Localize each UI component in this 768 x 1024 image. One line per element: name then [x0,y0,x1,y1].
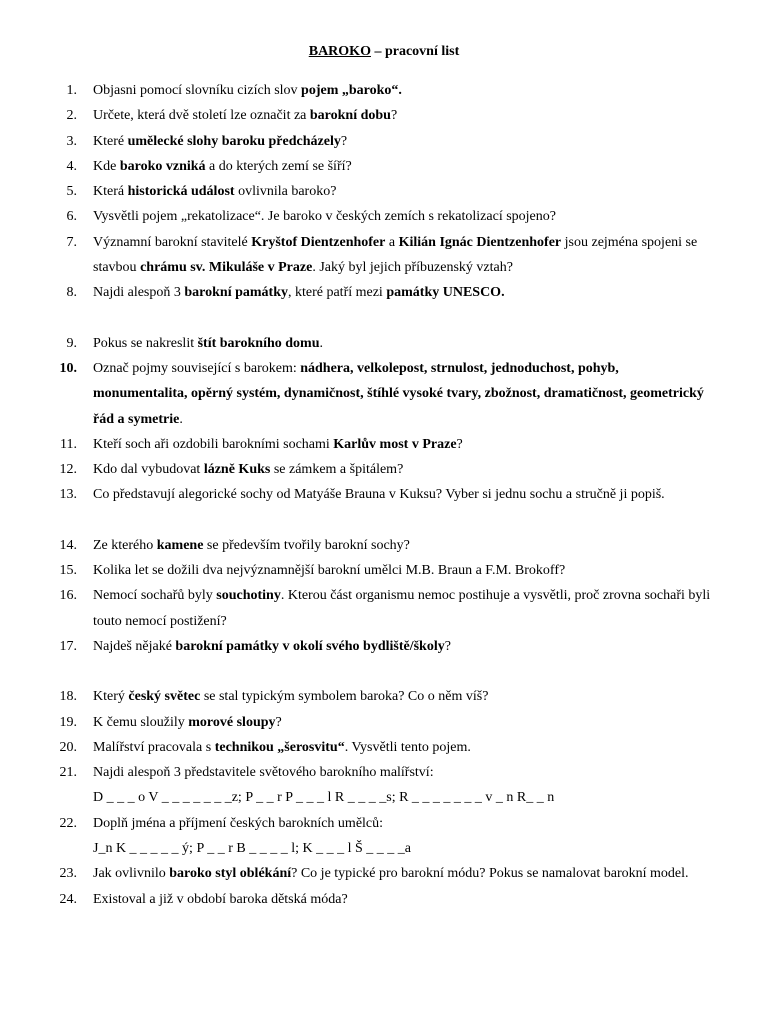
question-number: 1. [66,83,77,98]
bold-term: souchotiny [216,588,281,604]
question-text [93,639,451,654]
question-text [93,740,471,755]
question-text [93,866,688,881]
text-run: se stal typickým symbolem baroka? Co o něm víš? [200,689,489,705]
text-run: a do kterých zemí se šíří? [205,158,352,174]
text-run: . Kterou část organismu nemoc postihuje a vysvětli, proč zrovna sochaři byli touto nemocí postižení? [93,588,711,629]
text-run: Objasni pomocí slovníku cizích slov [93,83,302,98]
question-number: 23. [59,866,77,882]
text-run: Kde [93,158,120,174]
question-number: 16. [59,588,77,604]
text-run: Jak ovlivnilo [93,866,170,882]
question-number: 13. [59,487,77,503]
question-item [0,710,768,735]
question-item [0,129,768,154]
question-text [93,715,282,730]
question-item [0,861,768,886]
question-text [93,209,556,224]
text-run: ? [390,108,398,124]
question-item [0,634,768,659]
question-item [0,154,768,179]
text-run: Označ pojmy související s barokem: [93,360,301,376]
question-item [0,533,768,558]
bold-term: český světec [128,689,201,705]
question-text [93,689,488,704]
question-item [0,280,768,305]
bold-term: baroko styl oblékání [169,866,292,882]
question-text [93,563,565,578]
group-spacer [0,306,768,331]
page-title [0,44,768,60]
question-list [0,78,768,912]
question-number: 12. [59,462,77,478]
question-item [0,103,768,128]
question-number: 24. [59,891,77,907]
question-number: 20. [59,739,77,755]
question-number: 4. [66,158,77,174]
text-run: Malířství pracovala s [93,739,215,755]
bold-term: chrámu sv. Mikuláše v Praze [140,260,313,276]
question-number: 22. [59,815,77,831]
question-text [93,361,704,427]
question-text [93,83,402,98]
question-item [0,331,768,356]
title-underlined: BAROKO [308,44,371,59]
question-text [93,437,463,452]
question-text [93,538,410,553]
question-item [0,811,768,862]
question-text [93,588,710,628]
question-item [0,684,768,709]
question-text [93,892,348,907]
text-run: . Jaký byl jejich příbuzenský vztah? [312,260,513,276]
bold-term: technikou „šerosvitu“ [214,739,345,755]
text-run: ? [340,133,348,149]
question-number: 3. [66,133,77,149]
question-item [0,78,768,103]
question-text [93,816,383,831]
text-run: , které patří mezi [287,285,387,301]
question-text [93,235,697,275]
text-run: Určete, která dvě století lze označit za [93,108,310,124]
question-text [93,108,397,123]
question-number: 2. [66,108,77,124]
text-run: a [385,234,399,250]
text-run: Najdi alespoň 3 představitele světového barokního malířství: [93,765,434,781]
question-number: 6. [66,209,77,225]
question-number: 11. [60,436,77,452]
question-number: 14. [59,537,77,553]
text-run: . [319,335,324,351]
bold-term: pojem „baroko“. [301,83,402,98]
question-number: 7. [66,234,77,250]
text-run: jsou zejména spojeni se stavbou [93,234,698,276]
question-text [93,134,347,149]
question-text [93,487,665,502]
question-number: 15. [59,563,77,579]
bold-term: barokní památky [184,285,288,301]
question-number: 9. [66,335,77,351]
text-run: ? Co je typické pro barokní módu? Pokus se namalovat barokní model. [291,866,689,882]
text-run: Ze kterého [93,537,157,553]
group-spacer [0,659,768,684]
bold-term: kamene [156,537,204,553]
text-run: K čemu sloužily [93,714,189,730]
question-number: 21. [59,765,77,781]
question-item [0,432,768,457]
question-number: 18. [59,689,77,705]
bold-term: morové sloupy [188,714,276,730]
group-spacer [0,508,768,533]
text-run: Existoval a již v období baroka dětská móda? [93,891,348,907]
question-number: 19. [59,714,77,730]
text-run: se především tvořily barokní sochy? [203,537,410,553]
bold-term: nádhera, velkolepost, strnulost, jednoduchost, pohyb, monumentalita, opěrný systém, dynamičnost, štíhlé vysoké tvary, zbožnost, dramatičnost, geometrický řád a symetrie [93,360,704,427]
text-run: . [179,411,183,427]
text-run: Najdeš nějaké [93,638,176,654]
bold-term: památky UNESCO. [386,285,505,301]
text-run: ? [275,714,282,730]
question-item [0,760,768,811]
text-run: ovlivnila baroko? [234,184,337,200]
text-run: Který [93,689,129,705]
question-text [93,184,336,199]
text-run: Kolika let se dožili dva nejvýznamnější barokní umělci M.B. Braun a F.M. Brokoff? [93,563,566,579]
text-run: Vysvětli pojem „rekatolizace“. Je baroko v českých zemích s rekatolizací spojeno? [93,209,556,225]
question-item [0,204,768,229]
question-item [0,558,768,583]
question-item [0,356,768,432]
question-item [0,179,768,204]
bold-term: historická událost [127,184,235,200]
question-text [93,336,323,351]
bold-term: barokní památky v okolí svého bydliště/školy [175,638,445,654]
question-text [93,159,352,174]
text-run: Významní barokní stavitelé [93,234,252,250]
bold-term: štít barokního domu [197,335,320,351]
text-run: Které [93,133,128,149]
fill-in-blanks: D _ _ _ o V _ _ _ _ _ _ _z; P _ _ r P _ _ _ l R _ _ _ _s; R _ _ _ _ _ _ _ v _ n R_ _ n [93,790,555,806]
question-text [93,462,403,477]
text-run: Nemocí sochařů byly [93,588,217,604]
question-item [0,887,768,912]
text-run: Která [93,184,128,200]
question-item [0,482,768,507]
text-run: Co představují alegorické sochy od Matyáše Brauna v Kuksu? Vyber si jednu sochu a stručně ji popiš. [93,487,665,503]
bold-term: baroko vzniká [119,158,206,174]
question-item [0,735,768,760]
text-run: . Vysvětli tento pojem. [344,739,471,755]
text-run: Kteří soch aři ozdobili barokními sochami [93,436,334,452]
question-text [93,765,434,780]
text-run: Pokus se nakreslit [93,335,198,351]
text-run: ? [444,638,451,654]
text-run: ? [456,436,463,452]
question-item [0,230,768,281]
question-item [0,583,768,634]
text-run: Kdo dal vybudovat [93,462,204,478]
text-run: Najdi alespoň 3 [93,285,185,301]
question-item [0,457,768,482]
question-number: 8. [66,285,77,301]
bold-term: lázně Kuks [203,462,271,478]
bold-term: Kilián Ignác Dientzenhofer [398,234,562,250]
question-number: 17. [59,638,77,654]
text-run: se zámkem a špitálem? [270,462,404,478]
bold-term: barokní dobu [309,108,391,124]
question-number: 10. [59,360,77,376]
title-rest: – pracovní list [370,44,460,59]
question-number: 5. [66,184,77,200]
bold-term: Karlův most v Praze [333,436,457,452]
bold-term: umělecké slohy baroku předcházely [127,133,341,149]
question-text [93,285,505,300]
fill-in-blanks: J_n K _ _ _ _ _ ý; P _ _ r B _ _ _ _ l; K _ _ _ l Š _ _ _ _a [93,841,411,857]
bold-term: Kryštof Dientzenhofer [251,234,386,250]
text-run: Doplň jména a příjmení českých barokních umělců: [93,815,384,831]
